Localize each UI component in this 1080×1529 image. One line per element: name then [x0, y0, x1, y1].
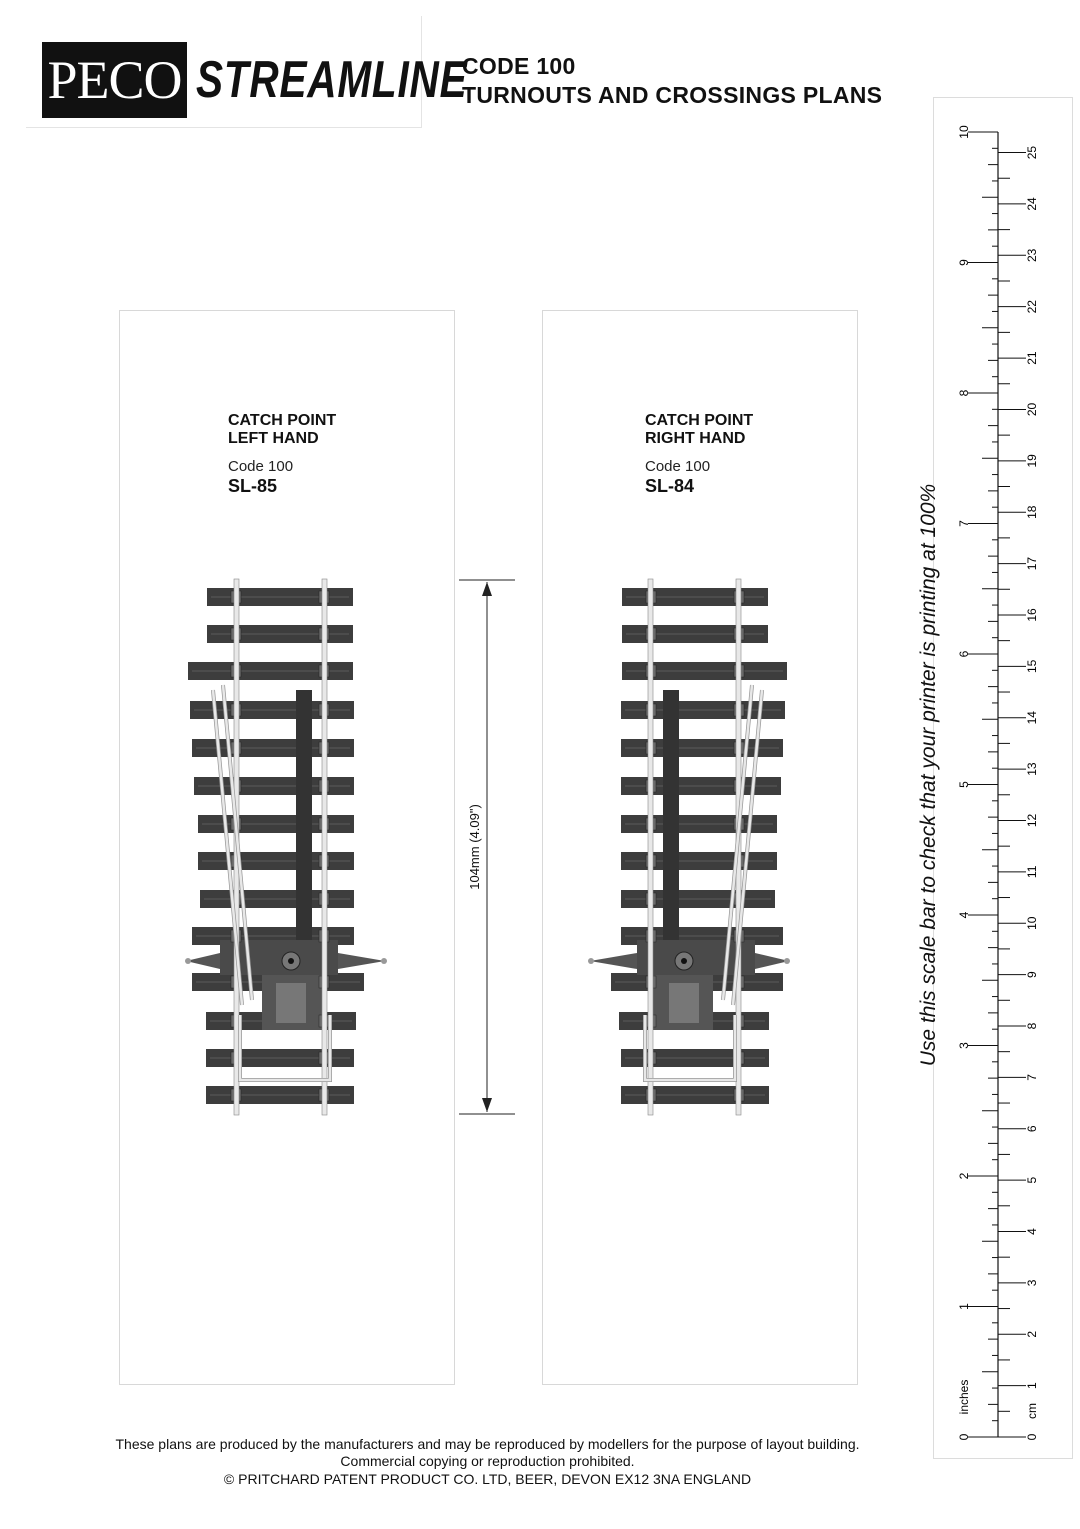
- inches-unit-label: inches: [957, 1379, 971, 1415]
- plan-name-line-2: LEFT HAND: [228, 430, 319, 447]
- scale-bar-note: Use this scale bar to check that your printer is printing at 100%: [917, 483, 940, 1067]
- dimension-label: 104mm (4.09"): [467, 804, 482, 890]
- footer-copyright: © PRITCHARD PATENT PRODUCT CO. LTD, BEER, DEVON EX12 3NA ENGLAND: [223, 1471, 752, 1487]
- peco-logo: PECO: [42, 42, 187, 118]
- cm-label: 16: [1025, 608, 1039, 622]
- inch-label: 10: [957, 125, 971, 139]
- track-group: [588, 579, 790, 1115]
- scale-bar: [933, 97, 1073, 1459]
- pivot-pin: [288, 958, 294, 964]
- lever-left: [186, 953, 220, 969]
- cm-label: 23: [1025, 248, 1039, 262]
- inch-label: 9: [957, 259, 971, 266]
- cm-label: 25: [1025, 145, 1039, 160]
- plan-catalogue-number: SL-84: [645, 476, 695, 496]
- cm-label: 14: [1025, 711, 1039, 725]
- cm-label: 8: [1025, 1022, 1039, 1030]
- inch-label: 8: [957, 389, 971, 397]
- cm-label: 3: [1025, 1279, 1039, 1287]
- brand-logo: [26, 16, 468, 128]
- inch-label: 4: [957, 911, 971, 919]
- plan-name-line-1: CATCH POINT: [645, 412, 754, 429]
- cm-label: 2: [1025, 1330, 1039, 1338]
- length-dimension: [455, 570, 525, 1125]
- point-mechanism: [669, 983, 699, 1023]
- cm-label: 7: [1025, 1074, 1039, 1081]
- point-mechanism: [276, 983, 306, 1023]
- inch-label: 1: [957, 1303, 971, 1310]
- plan-code: Code 100: [645, 458, 711, 475]
- lever-right: [590, 953, 637, 969]
- footer-line-2: Commercial copying or reproduction prohibited.: [340, 1453, 635, 1469]
- track-group: [185, 579, 387, 1115]
- cm-label: 15: [1025, 659, 1039, 674]
- inch-label: 5: [957, 781, 971, 788]
- cm-label: 0: [1025, 1433, 1039, 1441]
- cm-label: 17: [1025, 556, 1039, 571]
- lever-knob: [784, 958, 790, 964]
- cm-label: 13: [1025, 762, 1039, 776]
- plan-label-left: [228, 412, 336, 497]
- cm-label: 24: [1025, 197, 1039, 211]
- stock-rail: [648, 579, 653, 1115]
- cm-label: 5: [1025, 1176, 1039, 1184]
- cm-unit-label: cm: [1025, 1403, 1039, 1419]
- cm-label: 9: [1025, 971, 1039, 978]
- cm-label: 21: [1025, 351, 1039, 365]
- footer-line-1: These plans are produced by the manufacturers and may be reproduced by modellers for the purpose of layout building.: [115, 1436, 860, 1452]
- cm-label: 10: [1025, 916, 1039, 930]
- cm-label: 22: [1025, 300, 1039, 314]
- cm-label: 4: [1025, 1228, 1039, 1235]
- lever-knob: [185, 958, 191, 964]
- title-line-2: TURNOUTS AND CROSSINGS PLANS: [462, 82, 883, 108]
- cm-label: 19: [1025, 454, 1039, 468]
- lever-right: [338, 953, 385, 969]
- plan-label-right: [645, 412, 753, 497]
- inch-label: 2: [957, 1172, 971, 1180]
- catch-point-right-drawing: [580, 575, 795, 1120]
- plan-name-line-2: RIGHT HAND: [645, 430, 746, 447]
- streamline-logo: STREAMLINE: [196, 51, 468, 109]
- cm-label: 6: [1025, 1125, 1039, 1133]
- plan-name-line-1: CATCH POINT: [228, 412, 337, 429]
- inch-label: 0: [957, 1433, 971, 1441]
- cm-label: 12: [1025, 813, 1039, 828]
- inch-label: 6: [957, 650, 971, 658]
- point-lever-timber: [663, 690, 679, 940]
- catch-point-left-drawing: [180, 575, 395, 1120]
- plan-code: Code 100: [228, 458, 294, 475]
- document-title: [462, 52, 882, 110]
- lever-left: [755, 953, 789, 969]
- title-line-1: CODE 100: [462, 53, 576, 79]
- inch-label: 7: [957, 520, 971, 527]
- lever-knob: [381, 958, 387, 964]
- inch-label: 3: [957, 1042, 971, 1049]
- cm-label: 1: [1025, 1382, 1039, 1389]
- footer: [40, 1436, 935, 1488]
- scale-ruler: [934, 98, 1074, 1460]
- cm-label: 18: [1025, 505, 1039, 519]
- point-lever-timber: [296, 690, 312, 940]
- cm-label: 20: [1025, 402, 1039, 417]
- pivot-pin: [681, 958, 687, 964]
- cm-label: 11: [1025, 865, 1039, 879]
- stock-rail: [322, 579, 327, 1115]
- lever-knob: [588, 958, 594, 964]
- plan-catalogue-number: SL-85: [228, 476, 278, 496]
